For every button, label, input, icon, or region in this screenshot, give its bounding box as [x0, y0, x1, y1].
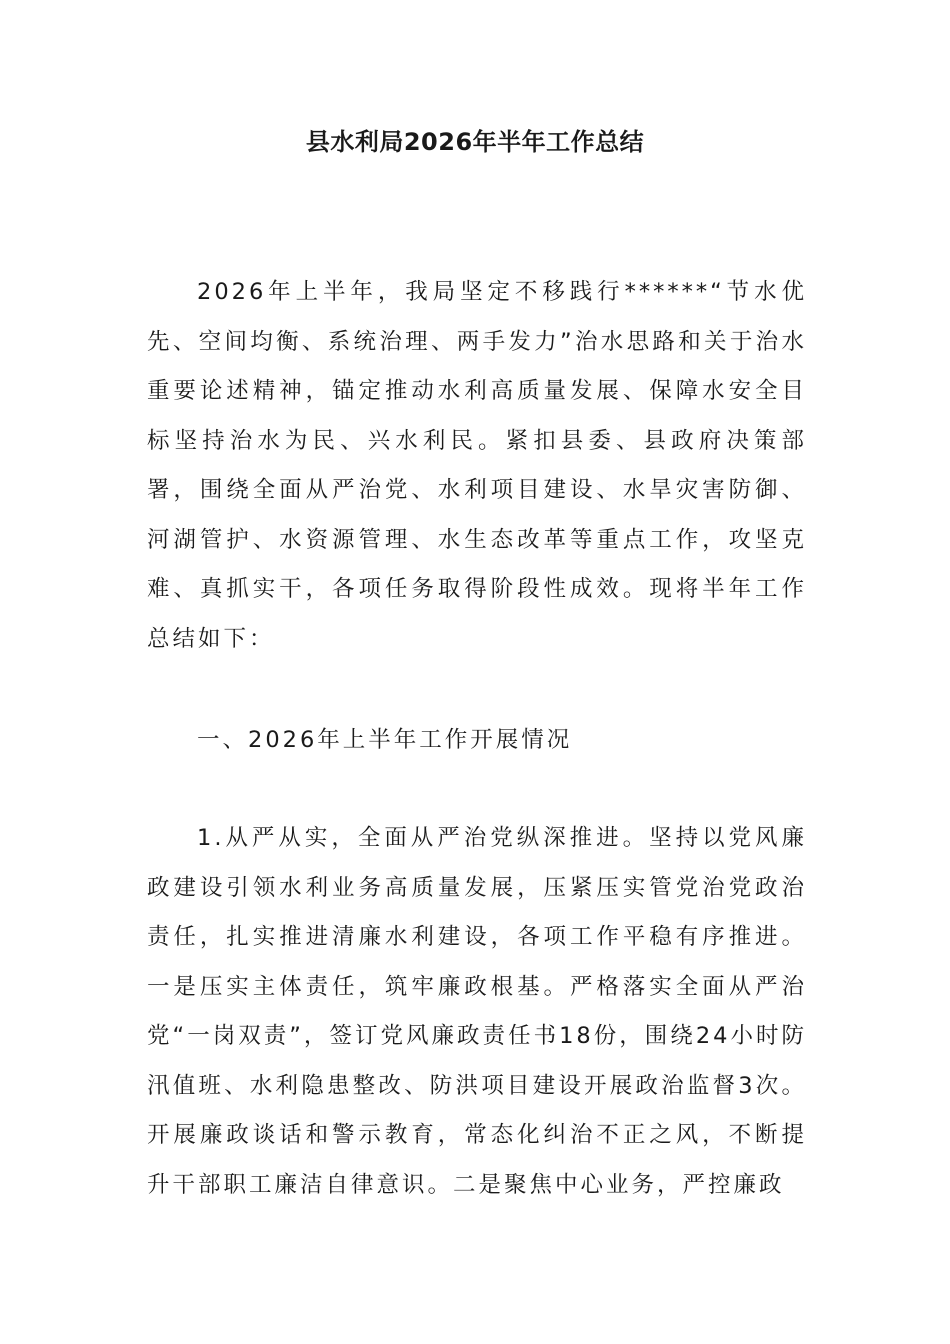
section-paragraph: 1.从严从实，全面从严治党纵深推进。坚持以党风廉政建设引领水利业务高质量发展，压紧压实管党治党政治责任，扎实推进清廉水利建设，各项工作平稳有序推进。一是压实主体责任，筑牢廉政根基。严格落实全面从严治党“一岗双责”，签订党风廉政责任书18份，围绕24小时防汛值班、水利隐患整改、防洪项目建设开展政治监督3次。开展廉政谈话和警示教育，常态化纠治不正之风，不断提升干部职工廉洁自律意识。二是聚焦中心业务，严控廉政: [147, 825, 807, 1198]
document-title: 县水利局2026年半年工作总结: [305, 128, 645, 156]
intro-paragraph: 2026年上半年，我局坚定不移践行******“节水优先、空间均衡、系统治理、两手发力”治水思路和关于治水重要论述精神，锚定推动水利高质量发展、保障水安全目标坚持治水为民、兴水利民。紧扣县委、县政府决策部署，围绕全面从严治党、水利项目建设、水旱灾害防御、河湖管护、水资源管理、水生态改革等重点工作，攻坚克难、真抓实干，各项任务取得阶段性成效。现将半年工作总结如下：: [147, 279, 807, 652]
section-heading: 一、2026年上半年工作开展情况: [197, 727, 573, 753]
